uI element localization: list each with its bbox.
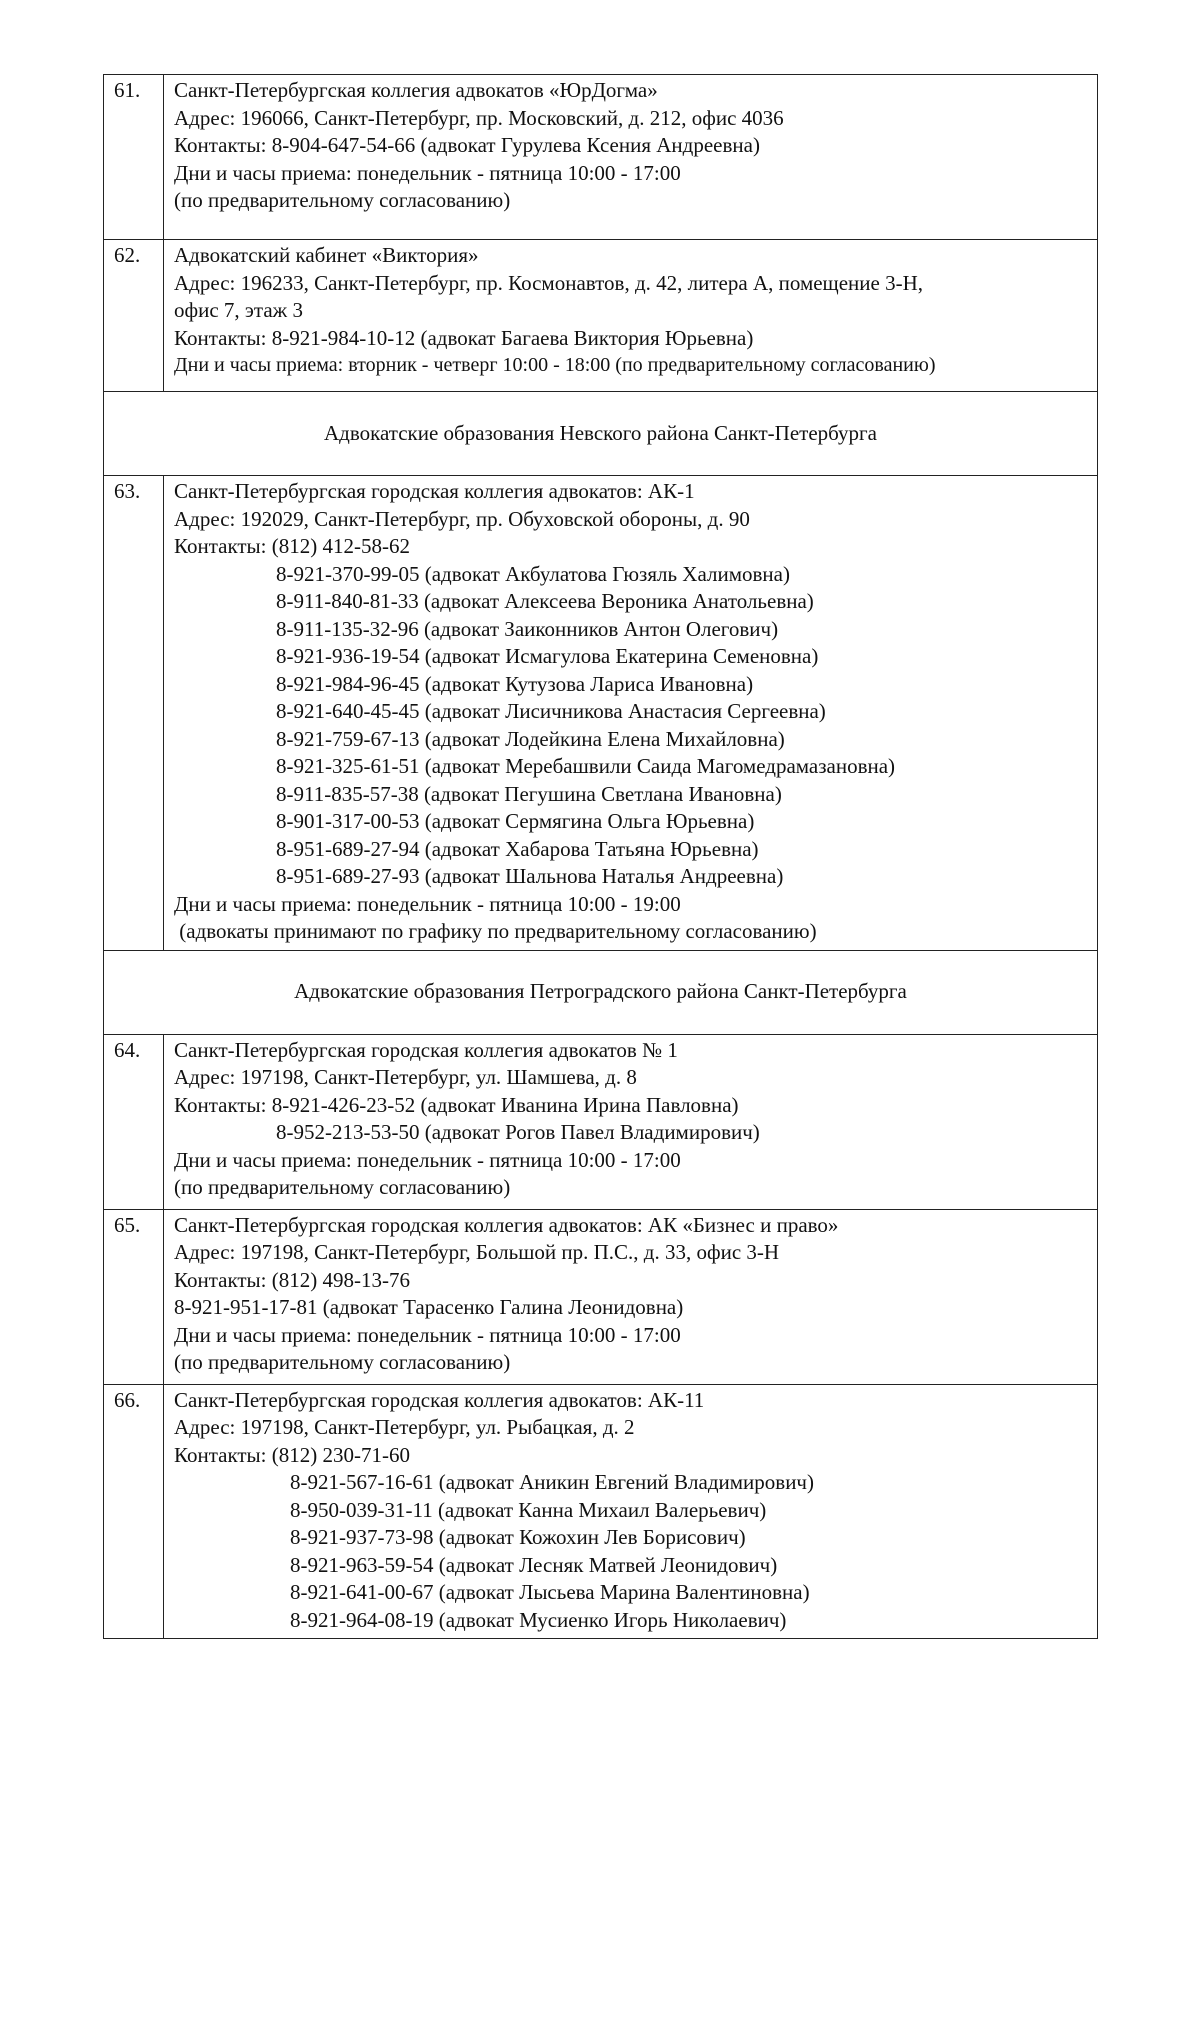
entry-hours: Дни и часы приема: вторник - четверг 10:00 - 18:00 (по предварительному согласованию) [174, 354, 936, 376]
entry-details [164, 1209, 1098, 1384]
lawyer-phone: 8-921-937-73-98 (адвокат Кожохин Лев Борисович) [290, 1525, 746, 1549]
lawyer-phone: 8-921-641-00-67 (адвокат Лысьева Марина Валентиновна) [290, 1580, 810, 1604]
entry-contacts: Контакты: (812) 412-58-62 [174, 534, 410, 558]
entry-contacts: Контакты: (812) 498-13-76 [174, 1267, 410, 1292]
lawyer-phone: 8-951-689-27-94 (адвокат Хабарова Татьяна Юрьевна) [276, 836, 759, 861]
lawyer-phone: 8-921-325-61-51 (адвокат Меребашвили Саида Магомедрамазановна) [276, 754, 896, 778]
lawyers-table [103, 74, 1098, 1639]
table-row [104, 950, 1098, 1034]
table-row [104, 75, 1098, 240]
entry-name: Адвокатский кабинет «Виктория» [174, 243, 479, 267]
entry-hours: Дни и часы приема: понедельник - пятница 10:00 - 19:00 [174, 891, 681, 916]
lawyer-phone: 8-950-039-31-11 (адвокат Канна Михаил Валерьевич) [290, 1497, 767, 1522]
entry-details [164, 240, 1098, 392]
entry-name: Санкт-Петербургская городская коллегия адвокатов: АК-1 [174, 479, 695, 503]
lawyer-phone: 8-921-984-96-45 (адвокат Кутузова Лариса Ивановна) [276, 671, 754, 696]
section-title: Адвокатские образования Петроградского района Санкт-Петербурга [294, 979, 907, 1004]
entry-hours: Дни и часы приема: понедельник - пятница 10:00 - 17:00 [174, 1147, 681, 1172]
section-heading-petrograd [104, 950, 1098, 1034]
entry-hours: Дни и часы приема: понедельник - пятница 10:00 - 17:00 [174, 160, 681, 185]
entry-address: Адрес: 196066, Санкт-Петербург, пр. Московский, д. 212, офис 4036 [174, 105, 784, 130]
entry-contacts: Контакты: (812) 230-71-60 [174, 1442, 410, 1467]
entry-name: Санкт-Петербургская городская коллегия адвокатов: АК-11 [174, 1387, 705, 1412]
entry-address: Адрес: 197198, Санкт-Петербург, Большой пр. П.С., д. 33, офис 3-Н [174, 1240, 780, 1264]
entry-note: (по предварительному согласованию) [174, 1350, 511, 1374]
entry-number: 65. [104, 1209, 164, 1384]
entry-address: Адрес: 197198, Санкт-Петербург, ул. Рыбацкая, д. 2 [174, 1415, 635, 1439]
lawyer-phone: 8-921-567-16-61 (адвокат Аникин Евгений Владимирович) [290, 1470, 814, 1494]
table-row [104, 1209, 1098, 1384]
entry-number: 63. [104, 476, 164, 951]
table-row [104, 476, 1098, 951]
entry-contacts: Контакты: 8-904-647-54-66 (адвокат Гурулева Ксения Андреевна) [174, 133, 760, 157]
entry-number: 62. [104, 240, 164, 392]
entry-contacts: Контакты: 8-921-984-10-12 (адвокат Багаева Виктория Юрьевна) [174, 325, 754, 350]
entry-details [164, 75, 1098, 240]
table-row [104, 1384, 1098, 1639]
lawyer-phone: 8-921-951-17-81 (адвокат Тарасенко Галина Леонидовна) [174, 1295, 684, 1319]
lawyer-phone: 8-921-640-45-45 (адвокат Лисичникова Анастасия Сергеевна) [276, 699, 826, 723]
entry-details [164, 1384, 1098, 1639]
entry-name: Санкт-Петербургская городская коллегия адвокатов: АК «Бизнес и право» [174, 1212, 839, 1237]
entry-address: Адрес: 192029, Санкт-Петербург, пр. Обуховской обороны, д. 90 [174, 506, 750, 531]
entry-address-cont: офис 7, этаж 3 [174, 298, 303, 322]
lawyer-phone: 8-901-317-00-53 (адвокат Сермягина Ольга Юрьевна) [276, 809, 755, 833]
entry-number: 66. [104, 1384, 164, 1639]
entry-number: 64. [104, 1034, 164, 1209]
document-page [103, 74, 1098, 1639]
entry-contacts: Контакты: 8-921-426-23-52 (адвокат Иванина Ирина Павловна) [174, 1092, 739, 1117]
lawyer-phone: 8-911-135-32-96 (адвокат Заиконников Антон Олегович) [276, 616, 779, 641]
table-row [104, 392, 1098, 476]
section-title: Адвокатские образования Невского района Санкт-Петербурга [324, 420, 877, 445]
entry-details [164, 476, 1098, 951]
entry-number: 61. [104, 75, 164, 240]
table-row [104, 240, 1098, 392]
lawyer-phone: 8-952-213-53-50 (адвокат Рогов Павел Владимирович) [276, 1120, 760, 1144]
lawyer-phone: 8-911-840-81-33 (адвокат Алексеева Вероника Анатольевна) [276, 589, 814, 613]
entry-details [164, 1034, 1098, 1209]
lawyer-phone: 8-921-370-99-05 (адвокат Акбулатова Гюзяль Халимовна) [276, 561, 790, 586]
entry-name: Санкт-Петербургская городская коллегия адвокатов № 1 [174, 1037, 678, 1062]
entry-address: Адрес: 196233, Санкт-Петербург, пр. Космонавтов, д. 42, литера А, помещение 3-Н, [174, 270, 924, 295]
entry-name: Санкт-Петербургская коллегия адвокатов «ЮрДогма» [174, 78, 658, 102]
entry-note: (по предварительному согласованию) [174, 188, 511, 212]
lawyer-phone: 8-921-963-59-54 (адвокат Лесняк Матвей Леонидович) [290, 1552, 778, 1577]
lawyer-phone: 8-911-835-57-38 (адвокат Пегушина Светлана Ивановна) [276, 781, 782, 806]
section-heading-nevsky [104, 392, 1098, 476]
lawyer-phone: 8-921-964-08-19 (адвокат Мусиенко Игорь Николаевич) [290, 1607, 787, 1632]
lawyer-phone: 8-951-689-27-93 (адвокат Шальнова Наталья Андреевна) [276, 864, 784, 888]
entry-hours: Дни и часы приема: понедельник - пятница 10:00 - 17:00 [174, 1322, 681, 1347]
entry-note: (по предварительному согласованию) [174, 1175, 511, 1199]
entry-note: (адвокаты принимают по графику по предварительному согласованию) [174, 919, 817, 943]
lawyer-phone: 8-921-759-67-13 (адвокат Лодейкина Елена Михайловна) [276, 726, 785, 751]
lawyer-phone: 8-921-936-19-54 (адвокат Исмагулова Екатерина Семеновна) [276, 644, 819, 668]
entry-address: Адрес: 197198, Санкт-Петербург, ул. Шамшева, д. 8 [174, 1065, 637, 1089]
table-row [104, 1034, 1098, 1209]
